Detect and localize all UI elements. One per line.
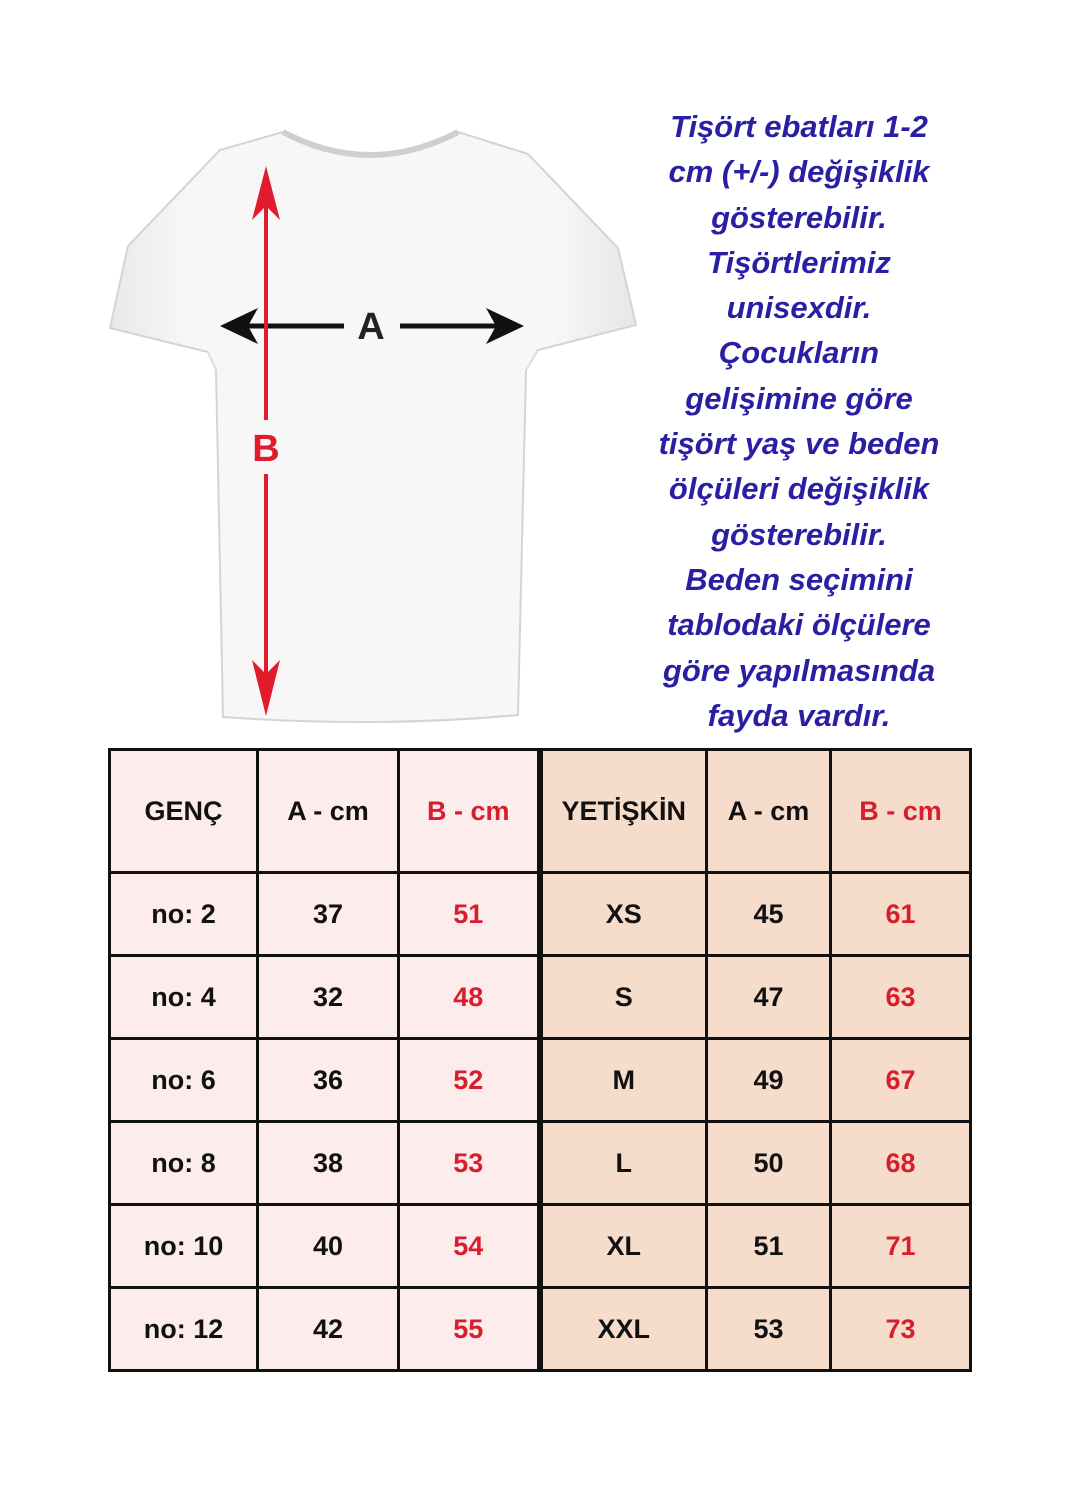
header-yetiskin: YETİŞKİN	[540, 750, 707, 873]
header-adult-a-cm: A - cm	[707, 750, 831, 873]
table-row	[110, 873, 971, 956]
tshirt-illustration	[108, 120, 640, 732]
header-adult-b-cm: B - cm	[831, 750, 971, 873]
adult-a-cell: 45	[707, 873, 831, 956]
table-row	[110, 1122, 971, 1205]
note-line: ölçüleri değişiklik	[668, 471, 930, 507]
size-chart-table	[108, 748, 972, 1372]
kid-b-cell: 52	[399, 1039, 540, 1122]
note-line: Tişört ebatları 1-2	[670, 109, 928, 144]
kid-size-cell: no: 6	[110, 1039, 258, 1122]
table-row	[110, 1205, 971, 1288]
kid-a-cell: 42	[258, 1288, 399, 1371]
adult-size-cell: XS	[540, 873, 707, 956]
adult-a-cell: 50	[707, 1122, 831, 1205]
note-line: Çocukların	[718, 335, 880, 371]
header-kid-b-cm: B - cm	[399, 750, 540, 873]
kid-a-cell: 36	[258, 1039, 399, 1122]
kid-size-cell: no: 8	[110, 1122, 258, 1205]
table-row	[110, 956, 971, 1039]
note-line: Beden seçimini	[685, 561, 913, 597]
adult-b-cell: 71	[831, 1205, 971, 1288]
note-line: cm (+/-) değişiklik	[668, 154, 930, 190]
table-row	[110, 1039, 971, 1122]
kid-b-cell: 53	[399, 1122, 540, 1205]
adult-size-cell: XL	[540, 1205, 707, 1288]
adult-b-cell: 68	[831, 1122, 971, 1205]
adult-b-cell: 63	[831, 956, 971, 1039]
kid-a-cell: 37	[258, 873, 399, 956]
kid-size-cell: no: 2	[110, 873, 258, 956]
tshirt-body	[110, 132, 636, 722]
size-disclaimer-note	[644, 104, 954, 738]
kid-b-cell: 54	[399, 1205, 540, 1288]
note-line: Tişörtlerimiz	[707, 244, 891, 280]
header-kid-a-cm: A - cm	[258, 750, 399, 873]
kid-size-cell: no: 10	[110, 1205, 258, 1288]
adult-a-cell: 49	[707, 1039, 831, 1122]
note-line: fayda vardır.	[707, 697, 891, 733]
kid-b-cell: 51	[399, 873, 540, 956]
adult-b-cell: 67	[831, 1039, 971, 1122]
adult-size-cell: M	[540, 1039, 707, 1122]
note-line: tişört yaş ve beden	[658, 426, 940, 462]
label-b: B	[252, 428, 280, 470]
adult-a-cell: 53	[707, 1288, 831, 1371]
note-line: gösterebilir.	[711, 516, 887, 552]
note-line: unisexdir.	[726, 290, 872, 326]
tshirt-diagram	[108, 120, 640, 732]
note-line: göre yapılmasında	[662, 652, 936, 688]
note-line: gelişimine göre	[685, 380, 913, 416]
kid-b-cell: 55	[399, 1288, 540, 1371]
adult-size-cell: XXL	[540, 1288, 707, 1371]
kid-size-cell: no: 12	[110, 1288, 258, 1371]
note-line: tablodaki ölçülere	[667, 607, 931, 643]
kid-a-cell: 32	[258, 956, 399, 1039]
adult-b-cell: 61	[831, 873, 971, 956]
adult-b-cell: 73	[831, 1288, 971, 1371]
adult-a-cell: 51	[707, 1205, 831, 1288]
table-row	[110, 1288, 971, 1371]
adult-a-cell: 47	[707, 956, 831, 1039]
note-line: gösterebilir.	[711, 199, 887, 235]
adult-size-cell: S	[540, 956, 707, 1039]
kid-b-cell: 48	[399, 956, 540, 1039]
kid-a-cell: 40	[258, 1205, 399, 1288]
kid-a-cell: 38	[258, 1122, 399, 1205]
kid-size-cell: no: 4	[110, 956, 258, 1039]
header-genc: GENÇ	[110, 750, 258, 873]
table-header-row	[110, 750, 971, 873]
adult-size-cell: L	[540, 1122, 707, 1205]
label-a: A	[357, 306, 385, 348]
